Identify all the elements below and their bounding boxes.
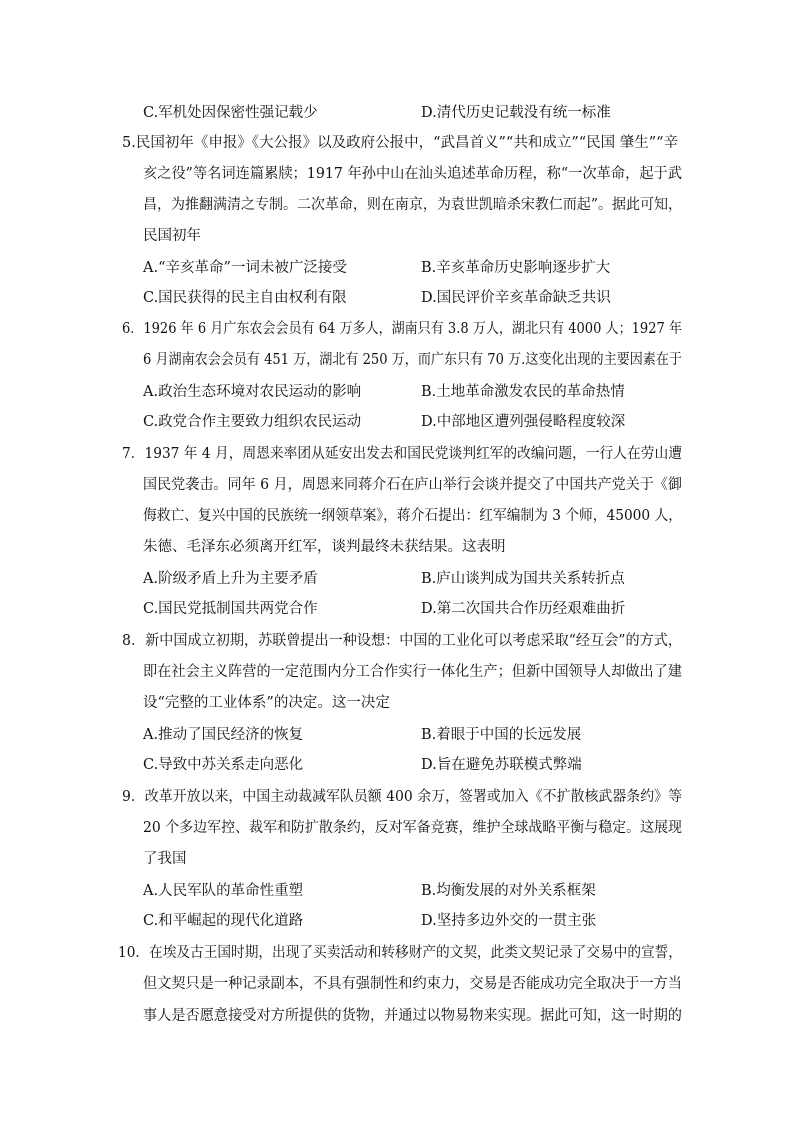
q8-option-c: C.导致中苏关系走向恶化 [143,757,304,773]
q5-option-a: A.“辛亥革命”一词未被广泛接受 [143,260,347,276]
q9-stem-line-3: 了我国 [143,851,187,867]
q5-stem-line-1: 5.民国初年《申报》《大公报》以及政府公报中，“武昌首义”“共和成立”“民国 肇生”“辛 [122,135,679,151]
q9-options-row-1 [0,878,794,904]
q9-option-d: D.坚持多边外交的一贯主张 [421,913,597,929]
q9-stem-line-2: 20 个多边军控、裁军和防扩散条约，反对军备竞赛，维护全球战略平衡与稳定。这展现 [143,820,683,836]
q8-stem-line-1: 8．新中国成立初期，苏联曾提出一种设想：中国的工业化可以考虑采取“经互会”的方式， [122,633,682,649]
q4-option-d: D.清代历史记载没有统一标准 [421,105,611,121]
q9-option-c: C.和平崛起的现代化道路 [143,913,304,929]
q7-option-b: B.庐山谈判成为国共关系转折点 [421,571,625,587]
q5-stem-line-2: 亥之役”等名词连篇累牍；1917 年孙中山在汕头追述革命历程，称“一次革命，起于武 [143,166,683,182]
q7-options-row-1 [0,566,794,592]
q6-option-a: A.政治生态环境对农民运动的影响 [143,384,362,400]
q7-option-a: A.阶级矛盾上升为主要矛盾 [143,571,318,587]
q5-option-c: C.国民获得的民主自由权利有限 [143,290,347,306]
q7-stem-line-2: 国民党袭击。同年 6 月，周恩来同蒋介石在庐山举行会谈并提交了中国共产党关于《御 [143,477,683,493]
q5-options-row-1 [0,255,794,281]
q6-option-d: D.中部地区遭列强侵略程度较深 [421,414,626,430]
q9-option-a: A.人民军队的革命性重塑 [143,883,304,899]
q7-stem-line-3: 侮救亡、复兴中国的民族统一纲领草案》，蒋介石提出：红军编制为 3 个师，45000 人， [143,508,682,524]
q10-stem-line-2: 但文契只是一种记录副本，不具有强制性和约束力，交易是否能成功完全取决于一方当 [143,976,682,992]
q7-option-d: D.第二次国共合作历经艰难曲折 [421,601,626,617]
q10-stem-line-3: 事人是否愿意接受对方所提供的货物，并通过以物易物来实现。据此可知，这一时期的 [143,1008,682,1024]
q6-option-b: B.土地革命激发农民的革命热情 [421,384,625,400]
q9-option-b: B.均衡发展的对外关系框架 [421,883,596,899]
q5-stem-line-3: 昌，为推翻满清之专制。二次革命，则在南京，为袁世凯暗杀宋教仁而起”。据此可知， [143,197,682,213]
q8-options-row-2 [0,752,794,778]
q6-options-row-1 [0,379,794,405]
q7-stem-line-4: 朱德、毛泽东必须离开红军，谈判最终未获结果。这表明 [143,539,506,555]
q8-option-a: A.推动了国民经济的恢复 [143,727,304,743]
q8-stem-line-2: 即在社会主义阵营的一定范围内分工合作实行一体化生产；但新中国领导人却做出了建 [143,664,682,680]
q9-stem-line-1: 9．改革开放以来，中国主动裁减军队员额 400 余万，签署或加入《不扩散核武器条约》等 [122,789,683,805]
q9-options-row-2 [0,908,794,934]
q5-options-row-2 [0,285,794,311]
q8-option-d: D.旨在避免苏联模式弊端 [421,757,582,773]
q7-stem-line-1: 7．1937 年 4 月，周恩来率团从延安出发去和国民党谈判红军的改编问题，一行人在劳山遭 [122,446,682,462]
q6-option-c: C.政党合作主要致力组织农民运动 [143,414,362,430]
q8-options-row-1 [0,722,794,748]
q8-option-b: B.着眼于中国的长远发展 [421,727,582,743]
q8-stem-line-3: 设“完整的工业体系”的决定。这一决定 [143,695,390,711]
q4-option-c: C.军机处因保密性强记载少 [143,105,318,121]
q5-option-b: B.辛亥革命历史影响逐步扩大 [421,260,611,276]
q5-stem-line-4: 民国初年 [143,228,201,244]
q6-stem-line-1: 6．1926 年 6 月广东农会会员有 64 万多人，湖南只有 3.8 万人，湖北只有 4000 人；1927 年 [122,321,682,337]
q10-stem-line-1: 10．在埃及古王国时期，出现了买卖活动和转移财产的文契，此类文契记录了交易中的宣誓， [118,945,682,961]
q4-options-row-2 [0,100,794,126]
q7-option-c: C.国民党抵制国共两党合作 [143,601,318,617]
q6-options-row-2 [0,409,794,435]
q6-stem-line-2: 6 月湖南农会会员有 451 万，湖北有 250 万，而广东只有 70 万.这变化出现的主要因素在于 [143,352,682,368]
q7-options-row-2 [0,596,794,622]
q5-option-d: D.国民评价辛亥革命缺乏共识 [421,290,611,306]
